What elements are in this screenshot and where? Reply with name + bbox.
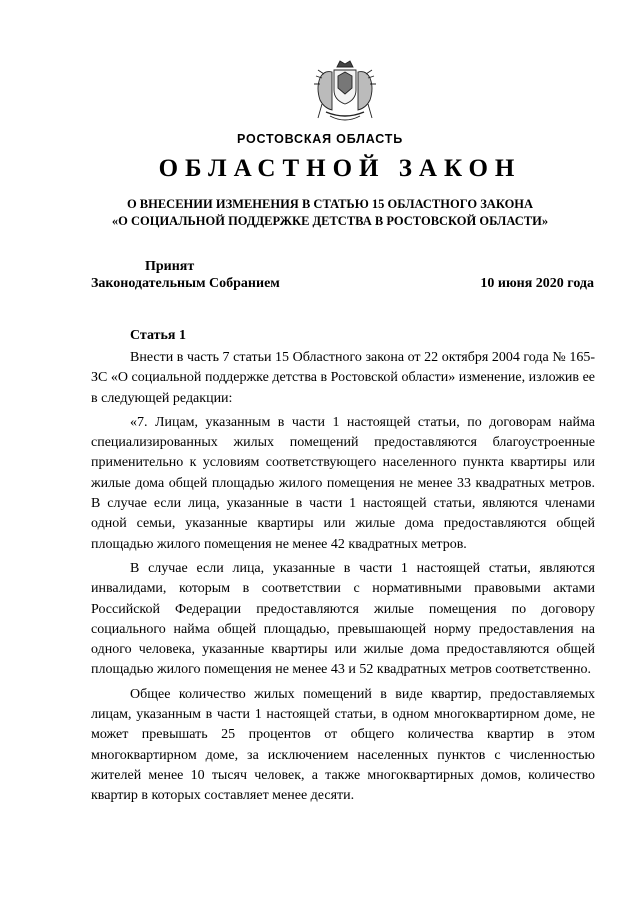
- coat-of-arms-icon: [310, 58, 380, 126]
- document-subtitle: [0, 196, 640, 230]
- article-heading: Статья 1: [130, 328, 186, 343]
- subtitle-line: «О СОЦИАЛЬНОЙ ПОДДЕРЖКЕ ДЕТСТВА В РОСТОВСКОЙ ОБЛАСТИ»: [111, 214, 549, 228]
- paragraph: Внести в часть 7 статьи 15 Областного закона от 22 октября 2004 года № 165-ЗС «О социальной поддержке детства в Ростовской области» изменение, изложив ее в следующей редакции:: [91, 350, 595, 406]
- article-body: [91, 348, 595, 807]
- region-name: РОСТОВСКАЯ ОБЛАСТЬ: [237, 132, 403, 146]
- adopted-by: Законодательным Собранием: [91, 276, 280, 291]
- paragraph: «7. Лицам, указанным в части 1 настоящей статьи, по договорам найма специализированных жилых помещений предоставляются благоустроенные применительно к условиям соответствующего населенного пункта квартиры или жилые дома общей площадью жилого помещения не менее 33 квадратных метров. В случае если лица, указанные в части 1 настоящей статьи, являются членами одной семьи, указанные квартиры или жилые дома предоставляются общей площадью жилого помещения не менее 42 квадратных метров.: [91, 414, 595, 552]
- adoption-date: 10 июня 2020 года: [480, 276, 594, 291]
- paragraph: Общее количество жилых помещений в виде квартир, предоставляемых лицам, указанным в части 1 настоящей статьи, в одном многоквартирном доме, не может превышать 25 процентов от общего количества квартир в этом многоквартирном доме, за исключением населенных пунктов с численностью жителей менее 10 тысяч человек, а также многоквартирных домов, количество квартир в которых составляет менее десяти.: [91, 686, 595, 804]
- subtitle-line: О ВНЕСЕНИИ ИЗМЕНЕНИЯ В СТАТЬЮ 15 ОБЛАСТНОГО ЗАКОНА: [126, 197, 534, 211]
- document-title: ОБЛАСТНОЙ ЗАКОН: [158, 155, 522, 182]
- adopted-label: Принят: [145, 259, 195, 274]
- paragraph: В случае если лица, указанные в части 1 настоящей статьи, являются инвалидами, которым в соответствии с нормативными правовыми актами Российской Федерации предоставляются жилые помещения по договору социального найма общей площадью, превышающей норму предоставления на одного человека, указанные квартиры или жилые дома предоставляются общей площадью жилого помещения не менее 43 и 52 квадратных метров соответственно.: [91, 560, 595, 678]
